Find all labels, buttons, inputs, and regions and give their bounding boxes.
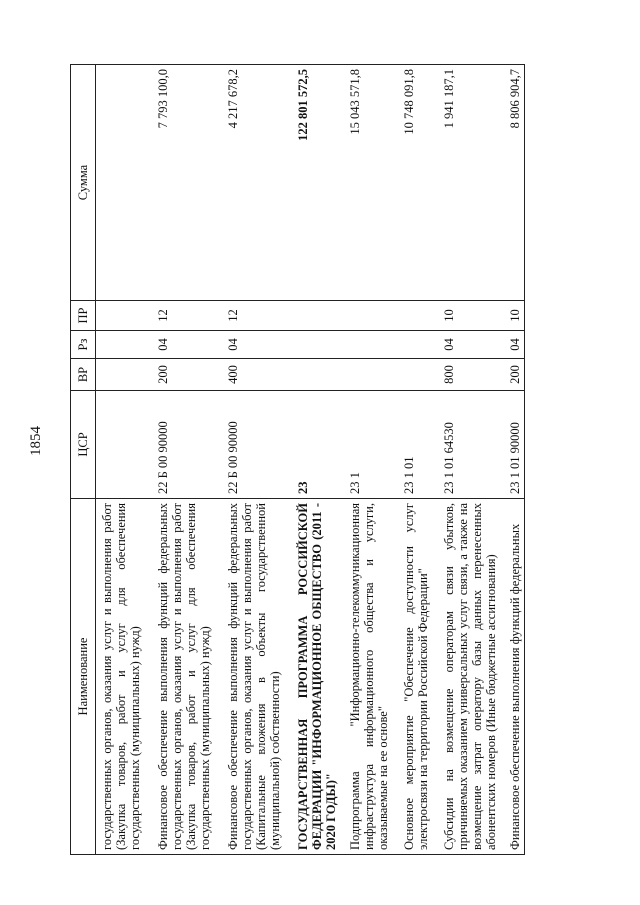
table-body [96,65,525,855]
row-csr: 23 [284,391,340,499]
row-sum: 7 793 100,0 [144,65,214,301]
rotated-page [70,65,570,855]
header-name: Наименование [71,499,96,855]
row-csr: 23 1 01 90000 [500,391,525,499]
row-pr: 10 [432,301,500,331]
row-rz [340,331,392,359]
row-sum: 4 217 678,2 [214,65,284,301]
row-sum: 15 043 571,8 [340,65,392,301]
row-name: Подпрограмма "Информационно-телекоммуникационная инфраструктура информационного общества и услуги, оказываемые на ее основе" [340,499,392,855]
row-csr: 22 Б 00 90000 [214,391,284,499]
row-pr [340,301,392,331]
row-csr: 23 1 01 64530 [432,391,500,499]
row-name: Субсидии на возмещение операторам связи убытков, причиняемых оказанием универсальных услуг связи, а также на возмещение затрат оператору базы данных перенесенных абонентских номеров (Иные бюджетные ассигнования) [432,499,500,855]
row-vr [392,359,432,391]
header-csr: ЦСР [71,391,96,499]
budget-table [70,64,525,855]
table-row [500,65,525,855]
row-name: государственных органов, оказания услуг и выполнения работ (Закупка товаров, работ и услуг для обеспечения государственных (муниципальных) нужд) [96,499,145,855]
row-vr [96,359,145,391]
row-pr [96,301,145,331]
page-number: 1854 [28,426,44,456]
header-pr: ПР [71,301,96,331]
row-csr: 23 1 01 [392,391,432,499]
row-rz: 04 [144,331,214,359]
header-vr: ВР [71,359,96,391]
row-name: Основное мероприятие "Обеспечение доступности услуг электросвязи на территории Российской Федерации" [392,499,432,855]
row-vr [284,359,340,391]
row-name: Финансовое обеспечение выполнения функций федеральных государственных органов, оказания услуг и выполнения работ (Капитальные вложения в объекты государственной (муниципальной) собственности) [214,499,284,855]
row-rz [284,331,340,359]
row-rz: 04 [432,331,500,359]
row-rz [96,331,145,359]
row-vr: 200 [500,359,525,391]
header-rz: Рз [71,331,96,359]
row-rz: 04 [214,331,284,359]
row-pr: 12 [214,301,284,331]
row-rz: 04 [500,331,525,359]
row-csr: 23 1 [340,391,392,499]
row-sum: 122 801 572,5 [284,65,340,301]
row-sum: 1 941 187,1 [432,65,500,301]
table-header-row [71,65,96,855]
row-pr: 10 [500,301,525,331]
row-vr: 200 [144,359,214,391]
row-csr: 22 Б 00 90000 [144,391,214,499]
table-row [144,65,214,855]
table-row [284,65,340,855]
row-csr [96,391,145,499]
row-vr [340,359,392,391]
header-sum: Сумма [71,65,96,301]
row-rz [392,331,432,359]
table-row [96,65,145,855]
row-sum [96,65,145,301]
table-row [340,65,392,855]
table-row [392,65,432,855]
row-sum: 10 748 091,8 [392,65,432,301]
table-row [432,65,500,855]
row-pr: 12 [144,301,214,331]
row-pr [392,301,432,331]
table-row [214,65,284,855]
row-name: ГОСУДАРСТВЕННАЯ ПРОГРАММА РОССИЙСКОЙ ФЕДЕРАЦИИ "ИНФОРМАЦИОННОЕ ОБЩЕСТВО (2011 - 2020 ГОДЫ)" [284,499,340,855]
row-name: Финансовое обеспечение выполнения функций федеральных государственных органов, оказания услуг и выполнения работ (Закупка товаров, работ и услуг для обеспечения государственных (муниципальных) нужд) [144,499,214,855]
row-name: Финансовое обеспечение выполнения функций федеральных [500,499,525,855]
row-sum: 8 806 904,7 [500,65,525,301]
row-vr: 800 [432,359,500,391]
row-vr: 400 [214,359,284,391]
row-pr [284,301,340,331]
